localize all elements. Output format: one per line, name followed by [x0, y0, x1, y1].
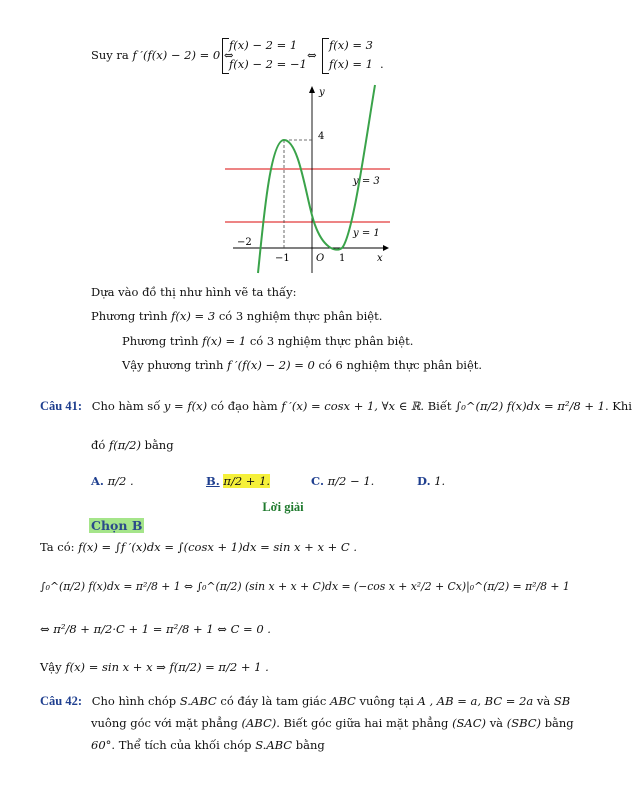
- sol-line-2: ∫₀^(π/2) f(x)dx = π²/8 + 1 ⇔ ∫₀^(π/2) (sin x + x + C)dx = (−cos x + x²/2 + Cx)|₀^(π/2) = π²/8 + 1: [40, 580, 570, 593]
- q41-line1: Câu 41: Cho hàm số y = f(x) có đạo hàm f ′(x) = cosx + 1, ∀x ∈ ℝ. Biết ∫₀^(π/2) f(x)dx = π²/8 + 1. Khi: [40, 399, 632, 413]
- top-line: [91, 48, 233, 62]
- solution-heading: Lời giải: [262, 500, 304, 514]
- sol-line-3: ⇔ π²/8 + π/2·C + 1 = π²/8 + 1 ⇔ C = 0 .: [40, 622, 271, 636]
- case-1b: f(x) − 2 = −1: [229, 57, 307, 71]
- option-a: A. π/2 .: [91, 474, 134, 488]
- top-prefix: Suy ra: [91, 48, 129, 62]
- sol-line-1: Ta có: f(x) = ∫f ′(x)dx = ∫(cosx + 1)dx = sin x + x + C .: [40, 540, 358, 554]
- label-neg2: −2: [237, 237, 252, 248]
- case-1a: f(x) − 2 = 1: [229, 38, 298, 52]
- top-eq-left: f ′(f(x) − 2) = 0 ⇔: [132, 48, 234, 62]
- bracket-left-2: [322, 38, 329, 74]
- chosen-answer: Chọn B: [91, 518, 143, 533]
- period: .: [380, 57, 384, 71]
- case-2b: f(x) = 1: [329, 57, 373, 71]
- option-d: D. 1.: [417, 474, 446, 488]
- para-4: Vậy phương trình f ′(f(x) − 2) = 0 có 6 nghiệm thực phân biệt.: [122, 358, 483, 372]
- label-O: O: [316, 253, 325, 264]
- q41-line2: đó f(π/2) bằng: [91, 438, 174, 452]
- label-line-y3: y = 3: [353, 176, 380, 187]
- q42-line2: vuông góc với mặt phẳng (ABC). Biết góc giữa hai mặt phẳng (SAC) và (SBC) bằng: [91, 716, 574, 730]
- iff-symbol: ⇔: [307, 48, 317, 62]
- label-y: y: [319, 87, 325, 98]
- q41-label: Câu 41:: [40, 399, 83, 413]
- label-neg1: −1: [275, 253, 290, 264]
- option-c: C. π/2 − 1.: [311, 474, 375, 488]
- para-2: Phương trình f(x) = 3 có 3 nghiệm thực phân biệt.: [91, 309, 383, 323]
- case-2a: f(x) = 3: [329, 38, 373, 52]
- label-4: 4: [318, 131, 325, 142]
- function-graph: [225, 85, 395, 275]
- q42-line1: Câu 42: Cho hình chóp S.ABC có đáy là tam giác ABC vuông tại A , AB = a, BC = 2a và SB: [40, 694, 571, 708]
- y-axis-arrow: [309, 86, 315, 93]
- x-axis-arrow: [383, 245, 389, 251]
- q42-label: Câu 42:: [40, 694, 83, 708]
- para-3: Phương trình f(x) = 1 có 3 nghiệm thực phân biệt.: [122, 334, 414, 348]
- option-b: B. π/2 + 1.: [206, 474, 271, 488]
- bracket-left-1: [222, 38, 229, 74]
- label-x: x: [377, 253, 383, 264]
- sol-line-4: Vậy f(x) = sin x + x ⇒ f(π/2) = π/2 + 1 .: [40, 660, 269, 674]
- para-1: Dựa vào đồ thị như hình vẽ ta thấy:: [91, 285, 297, 299]
- label-1: 1: [339, 253, 346, 264]
- q42-line3: 60°. Thể tích của khối chóp S.ABC bằng: [91, 738, 325, 752]
- label-line-y1: y = 1: [353, 228, 380, 239]
